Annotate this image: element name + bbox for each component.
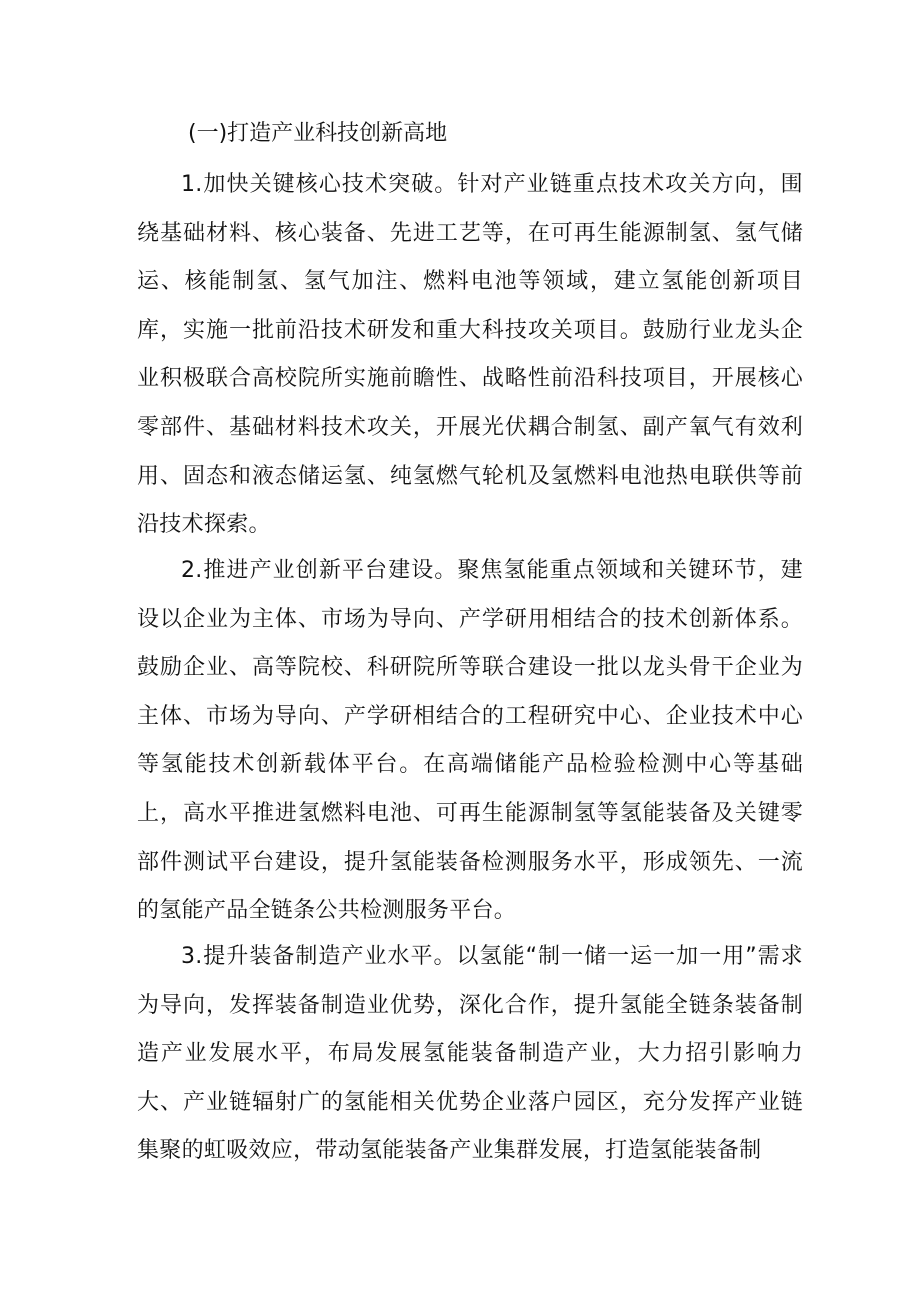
section-heading: (一)打造产业科技创新高地 [188, 121, 448, 146]
paragraph-2: 2.推进产业创新平台建设。聚焦氢能重点领域和关键环节，建设以企业为主体、市场为导向、产学研用相结合的技术创新体系。鼓励企业、高等院校、科研院所等联合建设一批以龙头骨干企业为主体、市场为导向、产学研相结合的工程研究中心、企业技术中心等氢能技术创新载体平台。在高端储能产品检验检测中心等基础上，高水平推进氢燃料电池、可再生能源制氢等氢能装备及关键零部件测试平台建设，提升氢能装备检测服务水平，形成领先、一流的氢能产品全链条公共检测服务平台。 [137, 558, 803, 924]
paragraph-1: 1.加快关键核心技术突破。针对产业链重点技术攻关方向，围绕基础材料、核心装备、先进工艺等，在可再生能源制氢、氢气储运、核能制氢、氢气加注、燃料电池等领域，建立氢能创新项目库，实施一批前沿技术研发和重大科技攻关项目。鼓励行业龙头企业积极联合高校院所实施前瞻性、战略性前沿科技项目，开展核心零部件、基础材料技术攻关，开展光伏耦合制氢、副产氧气有效利用、固态和液态储运氢、纯氢燃气轮机及氢燃料电池热电联供等前沿技术探索。 [137, 172, 803, 538]
paragraph-3: 3.提升装备制造产业水平。以氢能“制一储一运一加一用”需求为导向，发挥装备制造业优势，深化合作，提升氢能全链条装备制造产业发展水平，布局发展氢能装备制造产业，大力招引影响力大、产业链辐射广的氢能相关优势企业落户园区，充分发挥产业链集聚的虹吸效应，带动氢能装备产业集群发展，打造氢能装备制 [137, 944, 803, 1164]
